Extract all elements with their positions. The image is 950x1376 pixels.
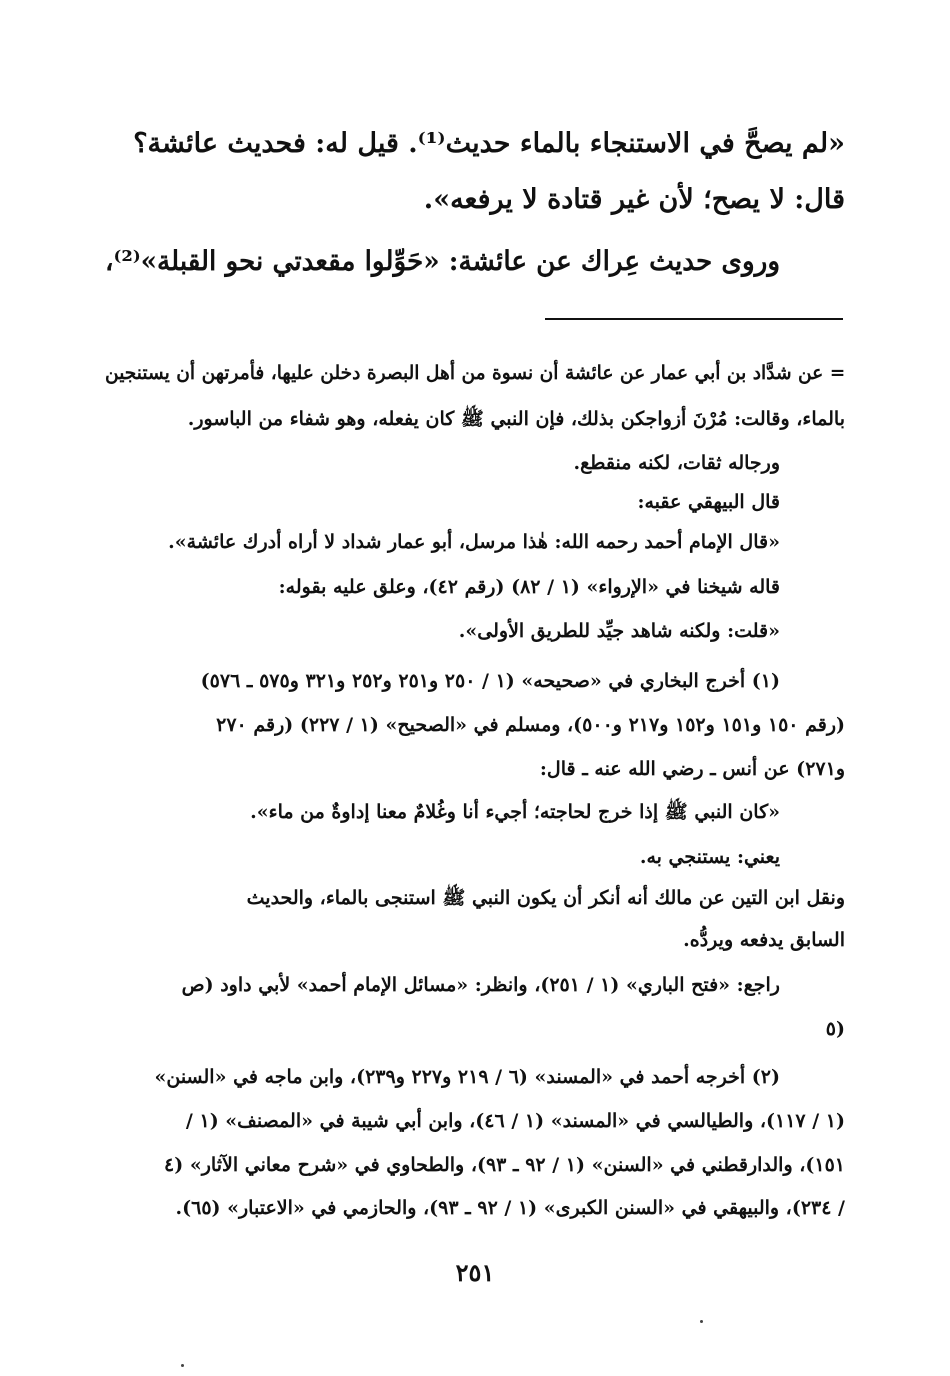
footnote-line: يعني: يستنجي به.	[639, 846, 780, 868]
footnote-line: السابق يدفعه ويردُّه.	[683, 929, 845, 951]
footnote-line: «كان النبي ﷺ إذا خرج لحاجته؛ أجيء أنا وغُلامٌ معنا إداوةٌ من ماء».	[250, 801, 780, 823]
scan-speck	[181, 1364, 184, 1367]
footnote-separator	[545, 318, 843, 320]
footnote-line: (١ / ١١٧)، والطيالسي في «المسند» (١ / ٤٦)، وابن أبي شيبة في «المصنف» (١ /	[185, 1110, 845, 1132]
footnote-line: بالماء، وقالت: مُرْنَ أزواجكن بذلك، فإن النبي ﷺ كان يفعله، وهو شفاء من الباسور.	[187, 408, 845, 430]
footnote-line: «قال الإمام أحمد رحمه الله: هٰذا مرسل، أبو عمار شداد لا أراه أدرك عائشة».	[168, 531, 780, 553]
main-text-line: «لم يصحَّ في الاستنجاء بالماء حديث⁽¹⁾. قيل له: فحديث عائشة؟	[133, 128, 845, 159]
footnote-line: ورجاله ثقات، لكنه منقطع.	[573, 452, 780, 474]
footnote-line: ٥)	[825, 1018, 845, 1040]
footnote-line: (رقم ١٥٠ و١٥١ و١٥٢ و٢١٧ و٥٠٠)، ومسلم في «الصحيح» (١ / ٢٢٧) (رقم ٢٧٠	[216, 714, 845, 736]
main-text-line: وروى حديث عِراك عن عائشة: «حَوِّلوا مقعدتي نحو القبلة»⁽²⁾،	[104, 246, 780, 277]
footnote-line: ونقل ابن التين عن مالك أنه أنكر أن يكون النبي ﷺ استنجى بالماء، والحديث	[246, 887, 845, 909]
footnote-line: «قلت: ولكنه شاهد جيِّد للطريق الأولى».	[458, 620, 780, 642]
footnote-line: و٢٧١) عن أنس ـ رضي الله عنه ـ قال:	[539, 758, 845, 780]
footnote-line: (٢) أخرجه أحمد في «المسند» (٦ / ٢١٩ و٢٢٧ و٢٣٩)، وابن ماجه في «السنن»	[154, 1066, 780, 1088]
footnote-line: ١٥١)، والدارقطني في «السنن» (١ / ٩٢ ـ ٩٣)، والطحاوي في «شرح معاني الآثار» (٤	[164, 1154, 845, 1176]
footnote-line: (١) أخرج البخاري في «صحيحه» (١ / ٢٥٠ و٢٥١ و٢٥٢ و٣٢١ و٥٧٥ ـ ٥٧٦)	[200, 670, 780, 692]
scan-speck	[700, 1320, 703, 1323]
main-text-line: قال: لا يصح؛ لأن غير قتادة لا يرفعه».	[423, 184, 845, 215]
page-number: ٢٥١	[455, 1258, 495, 1287]
footnote-line: قاله شيخنا في «الإرواء» (١ / ٨٢) (رقم ٤٢)، وعلق عليه بقوله:	[278, 576, 780, 598]
footnote-line: قال البيهقي عقبه:	[637, 491, 780, 513]
footnote-line: راجع: «فتح الباري» (١ / ٢٥١)، وانظر: «مسائل الإمام أحمد» لأبي داود (ص	[181, 974, 780, 996]
footnote-line: / ٢٣٤)، والبيهقي في «السنن الكبرى» (١ / ٩٢ ـ ٩٣)، والحازمي في «الاعتبار» (٦٥).	[175, 1197, 845, 1219]
footnote-line: = عن شدَّاد بن أبي عمار عن عائشة أن نسوة من أهل البصرة دخلن عليها، فأمرتهن أن يستنجين	[104, 362, 845, 384]
